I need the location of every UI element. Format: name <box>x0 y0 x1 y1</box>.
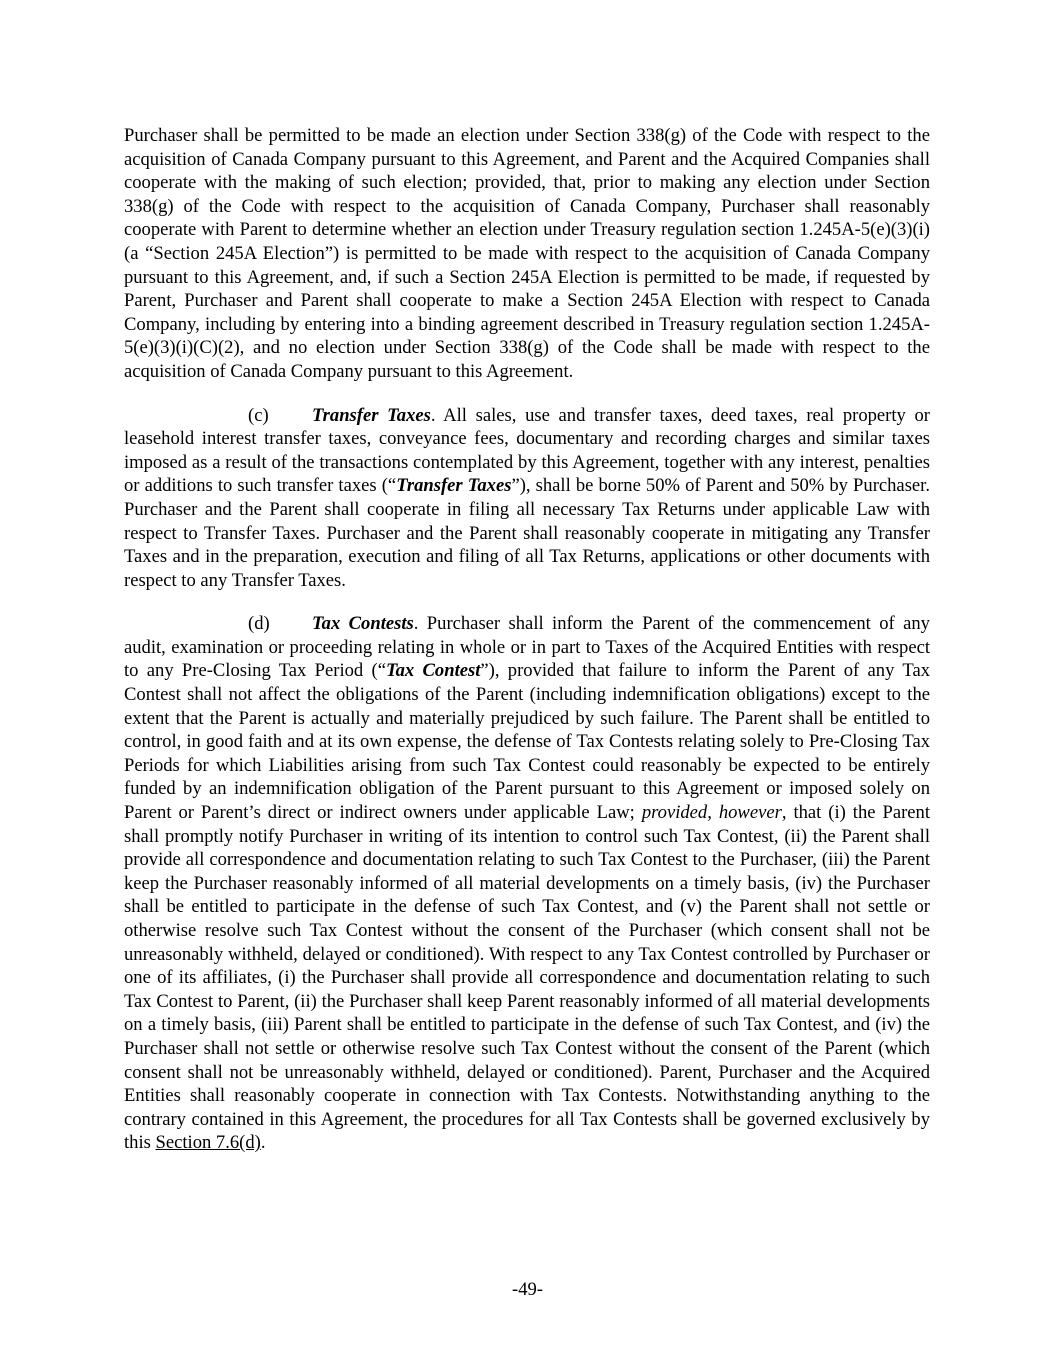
paragraph-label: (c) <box>248 404 269 426</box>
italic-phrase: provided, however <box>641 802 782 824</box>
paragraph-heading: Tax Contests <box>312 613 414 635</box>
paragraph-text: , that (i) the Parent shall promptly notify Purchaser in writing of its intention to control such Tax Contest, (ii) the Parent shall provide all correspondence and documentation relating to such Tax Contest to the Purchaser, (iii) the Parent keep the Purchaser reasonably informed of all material developments on a timely basis, (iv) the Purchaser shall be entitled to participate in the defense of such Tax Contest, and (v) the Parent shall not settle or otherwise resolve such Tax Contest without the consent of the Purchaser (which consent shall not be unreasonably withheld, delayed or conditioned). With respect to any Tax Contest controlled by Purchaser or one of its affiliates, (i) the Purchaser shall provide all correspondence and documentation relating to such Tax Contest to Parent, (ii) the Purchaser shall keep Parent reasonably informed of all material developments on a timely basis, (iii) Parent shall be entitled to participate in the defense of such Tax Contest, and (iv) the Purchaser shall not settle or otherwise resolve such Tax Contest without the consent of the Parent (which consent shall not be unreasonably withheld, delayed or conditioned). Parent, Purchaser and the Acquired Entities shall reasonably cooperate in connection with Tax Contests. Notwithstanding anything to the contrary contained in this Agreement, the procedures for all Tax Contests shall be governed exclusively by this <box>124 802 930 1154</box>
paragraph-label: (d) <box>248 613 270 635</box>
defined-term: Tax Contest <box>385 660 481 682</box>
paragraph-text: . <box>260 1132 266 1154</box>
paragraph-b-continued <box>124 124 930 384</box>
document-page <box>124 124 930 1175</box>
paragraph-text: . Purchaser shall inform the Parent of the commencement of any audit, examination or proceeding relating in whole or in part to Taxes of the Acquired Entities with respect to any Pre-Closing Tax Period (“ <box>124 613 930 682</box>
paragraph-text: . All sales, use and transfer taxes, deed taxes, real property or leasehold interest transfer taxes, conveyance fees, documentary and recording charges and similar taxes imposed as a result of the transactions contemplated by this Agreement, together with any interest, penalties or additions to such transfer taxes (“ <box>124 404 930 497</box>
defined-term: Transfer Taxes <box>396 475 512 497</box>
paragraph-text: Purchaser shall be permitted to be made an election under Section 338(g) of the Code with respect to the acquisition of Canada Company pursuant to this Agreement, and Parent and the Acquired Companies shall cooperate with the making of such election; provided, that, prior to making any election under Section 338(g) of the Code with respect to the acquisition of Canada Company, Purchaser shall reasonably cooperate with Parent to determine whether an election under Treasury regulation section 1.245A-5(e)(3)(i) (a “Section 245A Election”) is permitted to be made with respect to the acquisition of Canada Company pursuant to this Agreement, and, if such a Section 245A Election is permitted to be made, if requested by Parent, Purchaser and Parent shall cooperate to make a Section 245A Election with respect to Canada Company, including by entering into a binding agreement described in Treasury regulation section 1.245A-5(e)(3)(i)(C)(2), and no election under Section 338(g) of the Code shall be made with respect to the acquisition of Canada Company pursuant to this Agreement. <box>124 125 930 382</box>
paragraph-text: ”), provided that failure to inform the Parent of any Tax Contest shall not affect the obligations of the Parent (including indemnification obligations) except to the extent that the Parent is actually and materially prejudiced by such failure. The Parent shall be entitled to control, in good faith and at its own expense, the defense of Tax Contests relating solely to Pre-Closing Tax Periods for which Liabilities arising from such Tax Contest could reasonably be expected to be entirely funded by an indemnification obligation of the Parent pursuant to this Agreement or imposed solely on Parent or Parent’s direct or indirect owners under applicable Law; <box>124 660 930 824</box>
section-reference: Section 7.6(d) <box>155 1132 261 1154</box>
paragraph-text: ”), shall be borne 50% of Parent and 50% by Purchaser. Purchaser and the Parent shall cooperate in filing all necessary Tax Returns under applicable Law with respect to Transfer Taxes. Purchaser and the Parent shall reasonably cooperate in mitigating any Transfer Taxes and in the preparation, execution and filing of all Tax Returns, applications or other documents with respect to any Transfer Taxes. <box>124 475 930 591</box>
page-number: -49- <box>512 1279 543 1300</box>
paragraph-c-transfer-taxes <box>124 404 930 593</box>
paragraph-d-tax-contests <box>124 612 930 1155</box>
paragraph-heading: Transfer Taxes <box>312 404 431 426</box>
